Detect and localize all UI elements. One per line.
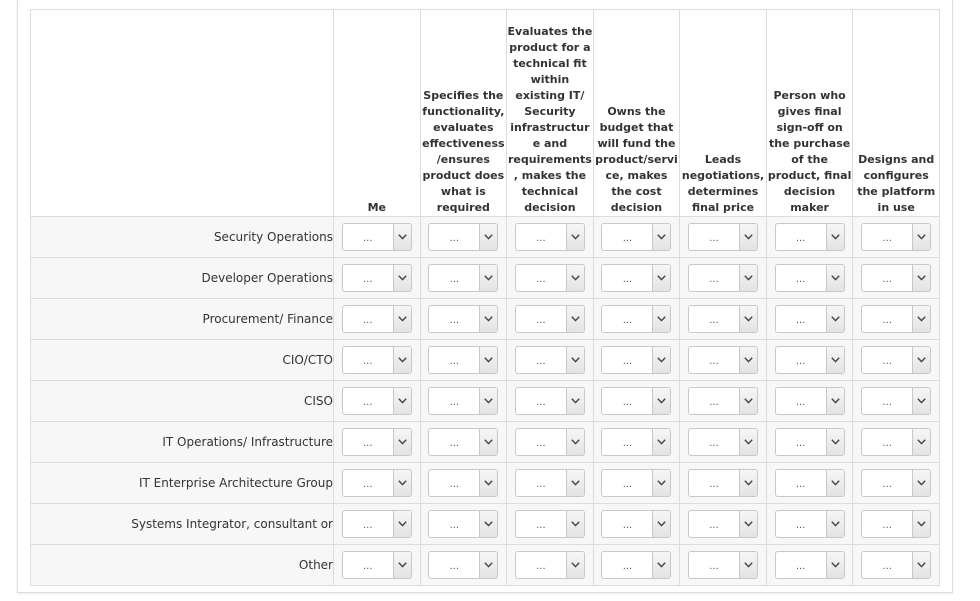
matrix-cell — [853, 463, 940, 504]
select-value: ... — [795, 355, 806, 367]
role-select[interactable] — [688, 264, 758, 292]
select-value: ... — [709, 437, 719, 449]
matrix-cell — [853, 504, 940, 545]
select-value: ... — [536, 560, 546, 572]
table-row — [31, 422, 940, 463]
column-header-owns-budget: Owns the budget that will fund the product/service, makes the cost decision — [593, 10, 680, 217]
role-select[interactable] — [861, 551, 931, 579]
chevron-down-icon[interactable] — [393, 470, 411, 496]
role-select[interactable] — [428, 223, 498, 251]
role-select[interactable] — [775, 428, 845, 456]
role-select[interactable] — [775, 223, 845, 251]
chevron-down-icon[interactable] — [393, 429, 411, 455]
row-label: CIO/CTO — [31, 340, 334, 381]
matrix-cell — [766, 422, 853, 463]
matrix-cell — [680, 258, 767, 299]
role-select[interactable] — [775, 387, 845, 415]
role-select[interactable] — [688, 510, 758, 538]
role-select[interactable] — [688, 428, 758, 456]
matrix-cell — [507, 340, 594, 381]
role-select[interactable] — [601, 305, 671, 333]
select-value: ... — [363, 396, 373, 408]
select-value: ... — [363, 519, 373, 531]
role-select[interactable] — [688, 469, 758, 497]
chevron-down-icon[interactable] — [566, 511, 584, 537]
chevron-down-icon[interactable] — [739, 265, 757, 291]
matrix-cell — [334, 217, 421, 258]
matrix-cell — [680, 217, 767, 258]
select-value: ... — [449, 396, 460, 408]
matrix-cell — [766, 463, 853, 504]
role-select[interactable] — [342, 428, 412, 456]
chevron-down-icon[interactable] — [826, 347, 844, 373]
select-value: ... — [622, 355, 633, 367]
role-select[interactable] — [861, 469, 931, 497]
chevron-down-icon[interactable] — [652, 347, 670, 373]
role-select[interactable] — [428, 387, 498, 415]
matrix-cell — [593, 381, 680, 422]
chevron-down-icon[interactable] — [912, 388, 930, 414]
chevron-down-icon[interactable] — [739, 552, 757, 578]
chevron-down-icon[interactable] — [652, 224, 670, 250]
select-value: ... — [882, 396, 892, 408]
role-select[interactable] — [688, 387, 758, 415]
matrix-cell — [334, 463, 421, 504]
select-value: ... — [536, 355, 546, 367]
role-matrix-table — [30, 9, 940, 586]
role-select[interactable] — [515, 387, 585, 415]
chevron-down-icon[interactable] — [652, 265, 670, 291]
matrix-cell — [593, 299, 680, 340]
matrix-cell — [507, 258, 594, 299]
role-select[interactable] — [601, 510, 671, 538]
chevron-down-icon[interactable] — [566, 388, 584, 414]
select-value: ... — [536, 273, 546, 285]
chevron-down-icon[interactable] — [566, 552, 584, 578]
chevron-down-icon[interactable] — [393, 552, 411, 578]
select-value: ... — [709, 519, 719, 531]
matrix-cell — [420, 422, 507, 463]
chevron-down-icon[interactable] — [826, 552, 844, 578]
matrix-cell — [853, 381, 940, 422]
matrix-cell — [507, 504, 594, 545]
table-row — [31, 340, 940, 381]
select-value: ... — [709, 560, 719, 572]
role-select[interactable] — [428, 305, 498, 333]
row-label: IT Enterprise Architecture Group — [31, 463, 334, 504]
chevron-down-icon[interactable] — [566, 265, 584, 291]
role-select[interactable] — [515, 510, 585, 538]
chevron-down-icon[interactable] — [912, 552, 930, 578]
matrix-cell — [593, 422, 680, 463]
select-value: ... — [622, 232, 633, 244]
chevron-down-icon[interactable] — [739, 347, 757, 373]
row-label: Developer Operations — [31, 258, 334, 299]
select-value: ... — [449, 232, 460, 244]
role-select[interactable] — [428, 510, 498, 538]
matrix-cell — [420, 504, 507, 545]
matrix-cell — [593, 463, 680, 504]
role-select[interactable] — [515, 346, 585, 374]
chevron-down-icon[interactable] — [479, 347, 497, 373]
select-value: ... — [709, 396, 719, 408]
matrix-cell — [507, 381, 594, 422]
chevron-down-icon[interactable] — [479, 552, 497, 578]
matrix-body — [31, 217, 940, 586]
matrix-cell — [334, 381, 421, 422]
matrix-cell — [766, 217, 853, 258]
chevron-down-icon[interactable] — [739, 306, 757, 332]
role-select[interactable] — [861, 428, 931, 456]
select-value: ... — [536, 478, 546, 490]
select-value: ... — [449, 478, 460, 490]
matrix-cell — [766, 381, 853, 422]
role-select[interactable] — [342, 551, 412, 579]
select-value: ... — [882, 273, 892, 285]
select-value: ... — [449, 519, 460, 531]
chevron-down-icon[interactable] — [479, 265, 497, 291]
matrix-cell — [507, 545, 594, 586]
chevron-down-icon[interactable] — [479, 224, 497, 250]
matrix-cell — [766, 504, 853, 545]
select-value: ... — [363, 478, 373, 490]
chevron-down-icon[interactable] — [652, 388, 670, 414]
chevron-down-icon[interactable] — [826, 470, 844, 496]
matrix-cell — [680, 422, 767, 463]
role-select[interactable] — [775, 305, 845, 333]
matrix-cell — [766, 258, 853, 299]
select-value: ... — [622, 560, 633, 572]
select-value: ... — [882, 560, 892, 572]
role-select[interactable] — [342, 264, 412, 292]
matrix-cell — [680, 381, 767, 422]
chevron-down-icon[interactable] — [739, 511, 757, 537]
chevron-down-icon[interactable] — [912, 470, 930, 496]
chevron-down-icon[interactable] — [393, 347, 411, 373]
table-row — [31, 545, 940, 586]
chevron-down-icon[interactable] — [566, 224, 584, 250]
matrix-cell — [853, 545, 940, 586]
role-select[interactable] — [342, 305, 412, 333]
matrix-cell — [680, 504, 767, 545]
select-value: ... — [795, 396, 806, 408]
select-value: ... — [795, 273, 806, 285]
select-value: ... — [795, 478, 806, 490]
role-select[interactable] — [515, 264, 585, 292]
chevron-down-icon[interactable] — [912, 347, 930, 373]
matrix-cell — [334, 545, 421, 586]
chevron-down-icon[interactable] — [739, 388, 757, 414]
chevron-down-icon[interactable] — [739, 429, 757, 455]
matrix-cell — [853, 258, 940, 299]
matrix-cell — [593, 545, 680, 586]
role-select[interactable] — [775, 510, 845, 538]
table-row — [31, 504, 940, 545]
row-label: Security Operations — [31, 217, 334, 258]
table-row — [31, 463, 940, 504]
matrix-cell — [420, 463, 507, 504]
select-value: ... — [622, 314, 633, 326]
chevron-down-icon[interactable] — [826, 388, 844, 414]
matrix-cell — [334, 504, 421, 545]
role-select[interactable] — [428, 551, 498, 579]
table-row — [31, 299, 940, 340]
row-label: Procurement/ Finance — [31, 299, 334, 340]
chevron-down-icon[interactable] — [652, 470, 670, 496]
select-value: ... — [622, 519, 633, 531]
role-select[interactable] — [688, 551, 758, 579]
role-select[interactable] — [428, 469, 498, 497]
role-select[interactable] — [601, 223, 671, 251]
matrix-cell — [766, 340, 853, 381]
matrix-cell — [334, 299, 421, 340]
select-value: ... — [622, 437, 633, 449]
matrix-cell — [853, 299, 940, 340]
role-select[interactable] — [775, 551, 845, 579]
role-select[interactable] — [775, 264, 845, 292]
matrix-cell — [853, 217, 940, 258]
role-select[interactable] — [515, 551, 585, 579]
select-value: ... — [536, 437, 546, 449]
row-label: Other — [31, 545, 334, 586]
chevron-down-icon[interactable] — [652, 552, 670, 578]
matrix-cell — [766, 545, 853, 586]
select-value: ... — [795, 314, 806, 326]
matrix-cell — [507, 217, 594, 258]
select-value: ... — [882, 437, 892, 449]
role-select[interactable] — [342, 469, 412, 497]
select-value: ... — [709, 355, 719, 367]
select-value: ... — [709, 314, 719, 326]
chevron-down-icon[interactable] — [912, 511, 930, 537]
role-select[interactable] — [515, 223, 585, 251]
select-value: ... — [795, 560, 806, 572]
select-value: ... — [709, 273, 719, 285]
role-select[interactable] — [861, 305, 931, 333]
matrix-cell — [420, 258, 507, 299]
matrix-cell — [334, 340, 421, 381]
chevron-down-icon[interactable] — [826, 511, 844, 537]
chevron-down-icon[interactable] — [393, 306, 411, 332]
role-select[interactable] — [342, 510, 412, 538]
column-header-specifies-functionality: Specifies the functionality, evaluates effectiveness/ensures product does what is required — [420, 10, 507, 217]
header-row — [31, 10, 940, 217]
select-value: ... — [882, 232, 892, 244]
column-header-evaluates-technical-fit: Evaluates the product for a technical fit within existing IT/ Security infrastructure and requirements, makes the technical decision — [507, 10, 594, 217]
matrix-cell — [507, 422, 594, 463]
matrix-cell — [680, 463, 767, 504]
role-select[interactable] — [688, 223, 758, 251]
select-value: ... — [363, 314, 373, 326]
select-value: ... — [882, 519, 892, 531]
role-select[interactable] — [775, 346, 845, 374]
table-row — [31, 258, 940, 299]
role-select[interactable] — [601, 387, 671, 415]
select-value: ... — [882, 478, 892, 490]
select-value: ... — [536, 519, 546, 531]
role-select[interactable] — [428, 428, 498, 456]
role-select[interactable] — [342, 387, 412, 415]
chevron-down-icon[interactable] — [566, 470, 584, 496]
matrix-cell — [766, 299, 853, 340]
chevron-down-icon[interactable] — [826, 224, 844, 250]
matrix-cell — [420, 381, 507, 422]
role-select[interactable] — [428, 346, 498, 374]
role-select[interactable] — [861, 223, 931, 251]
matrix-cell — [853, 340, 940, 381]
table-row — [31, 217, 940, 258]
role-select[interactable] — [601, 346, 671, 374]
column-header-designs-configures: Designs and configures the platform in use — [853, 10, 940, 217]
role-select[interactable] — [861, 387, 931, 415]
chevron-down-icon[interactable] — [393, 388, 411, 414]
select-value: ... — [449, 355, 460, 367]
matrix-cell — [420, 217, 507, 258]
role-select[interactable] — [601, 469, 671, 497]
select-value: ... — [795, 437, 806, 449]
matrix-cell — [593, 504, 680, 545]
matrix-cell — [680, 545, 767, 586]
matrix-cell — [507, 299, 594, 340]
select-value: ... — [363, 232, 373, 244]
matrix-cell — [680, 299, 767, 340]
role-select[interactable] — [688, 346, 758, 374]
chevron-down-icon[interactable] — [479, 429, 497, 455]
table-row — [31, 381, 940, 422]
select-value: ... — [882, 314, 892, 326]
role-select[interactable] — [428, 264, 498, 292]
select-value: ... — [795, 519, 806, 531]
column-header-me: Me — [334, 10, 421, 217]
chevron-down-icon[interactable] — [393, 511, 411, 537]
select-value: ... — [795, 232, 806, 244]
select-value: ... — [622, 396, 633, 408]
chevron-down-icon[interactable] — [393, 224, 411, 250]
matrix-cell — [507, 463, 594, 504]
chevron-down-icon[interactable] — [393, 265, 411, 291]
select-value: ... — [449, 273, 460, 285]
matrix-cell — [593, 258, 680, 299]
select-value: ... — [536, 314, 546, 326]
chevron-down-icon[interactable] — [739, 224, 757, 250]
chevron-down-icon[interactable] — [652, 306, 670, 332]
chevron-down-icon[interactable] — [826, 306, 844, 332]
matrix-cell — [334, 422, 421, 463]
chevron-down-icon[interactable] — [479, 306, 497, 332]
chevron-down-icon[interactable] — [566, 429, 584, 455]
role-select[interactable] — [515, 428, 585, 456]
matrix-cell — [593, 217, 680, 258]
select-value: ... — [363, 437, 373, 449]
matrix-cell — [680, 340, 767, 381]
column-header-final-sign-off: Person who gives final sign-off on the purchase of the product, final decision maker — [766, 10, 853, 217]
role-select[interactable] — [861, 346, 931, 374]
select-value: ... — [536, 396, 546, 408]
select-value: ... — [449, 437, 460, 449]
select-value: ... — [622, 273, 633, 285]
select-value: ... — [449, 314, 460, 326]
role-select[interactable] — [601, 264, 671, 292]
column-header-leads-negotiations: Leads negotiations, determines final price — [680, 10, 767, 217]
role-select[interactable] — [515, 469, 585, 497]
row-label: IT Operations/ Infrastructure — [31, 422, 334, 463]
chevron-down-icon[interactable] — [566, 347, 584, 373]
chevron-down-icon[interactable] — [652, 511, 670, 537]
chevron-down-icon[interactable] — [826, 265, 844, 291]
role-select[interactable] — [688, 305, 758, 333]
chevron-down-icon[interactable] — [826, 429, 844, 455]
matrix-cell — [420, 340, 507, 381]
chevron-down-icon[interactable] — [566, 306, 584, 332]
matrix-cell — [334, 258, 421, 299]
chevron-down-icon[interactable] — [912, 265, 930, 291]
select-value: ... — [363, 355, 373, 367]
select-value: ... — [449, 560, 460, 572]
select-value: ... — [622, 478, 633, 490]
matrix-cell — [593, 340, 680, 381]
chevron-down-icon[interactable] — [739, 470, 757, 496]
row-label: Systems Integrator, consultant or — [31, 504, 334, 545]
chevron-down-icon[interactable] — [652, 429, 670, 455]
role-select[interactable] — [515, 305, 585, 333]
chevron-down-icon[interactable] — [912, 224, 930, 250]
chevron-down-icon[interactable] — [479, 470, 497, 496]
role-select[interactable] — [861, 510, 931, 538]
select-value: ... — [709, 478, 719, 490]
chevron-down-icon[interactable] — [479, 511, 497, 537]
select-value: ... — [882, 355, 892, 367]
matrix-cell — [420, 299, 507, 340]
matrix-cell — [853, 422, 940, 463]
role-select[interactable] — [601, 551, 671, 579]
role-select[interactable] — [601, 428, 671, 456]
select-value: ... — [709, 232, 719, 244]
chevron-down-icon[interactable] — [912, 306, 930, 332]
role-select[interactable] — [775, 469, 845, 497]
chevron-down-icon[interactable] — [479, 388, 497, 414]
chevron-down-icon[interactable] — [912, 429, 930, 455]
select-value: ... — [363, 560, 373, 572]
role-select[interactable] — [342, 346, 412, 374]
role-select[interactable] — [342, 223, 412, 251]
select-value: ... — [536, 232, 546, 244]
role-select[interactable] — [861, 264, 931, 292]
corner-cell — [31, 10, 334, 217]
row-label: CISO — [31, 381, 334, 422]
select-value: ... — [363, 273, 373, 285]
matrix-cell — [420, 545, 507, 586]
